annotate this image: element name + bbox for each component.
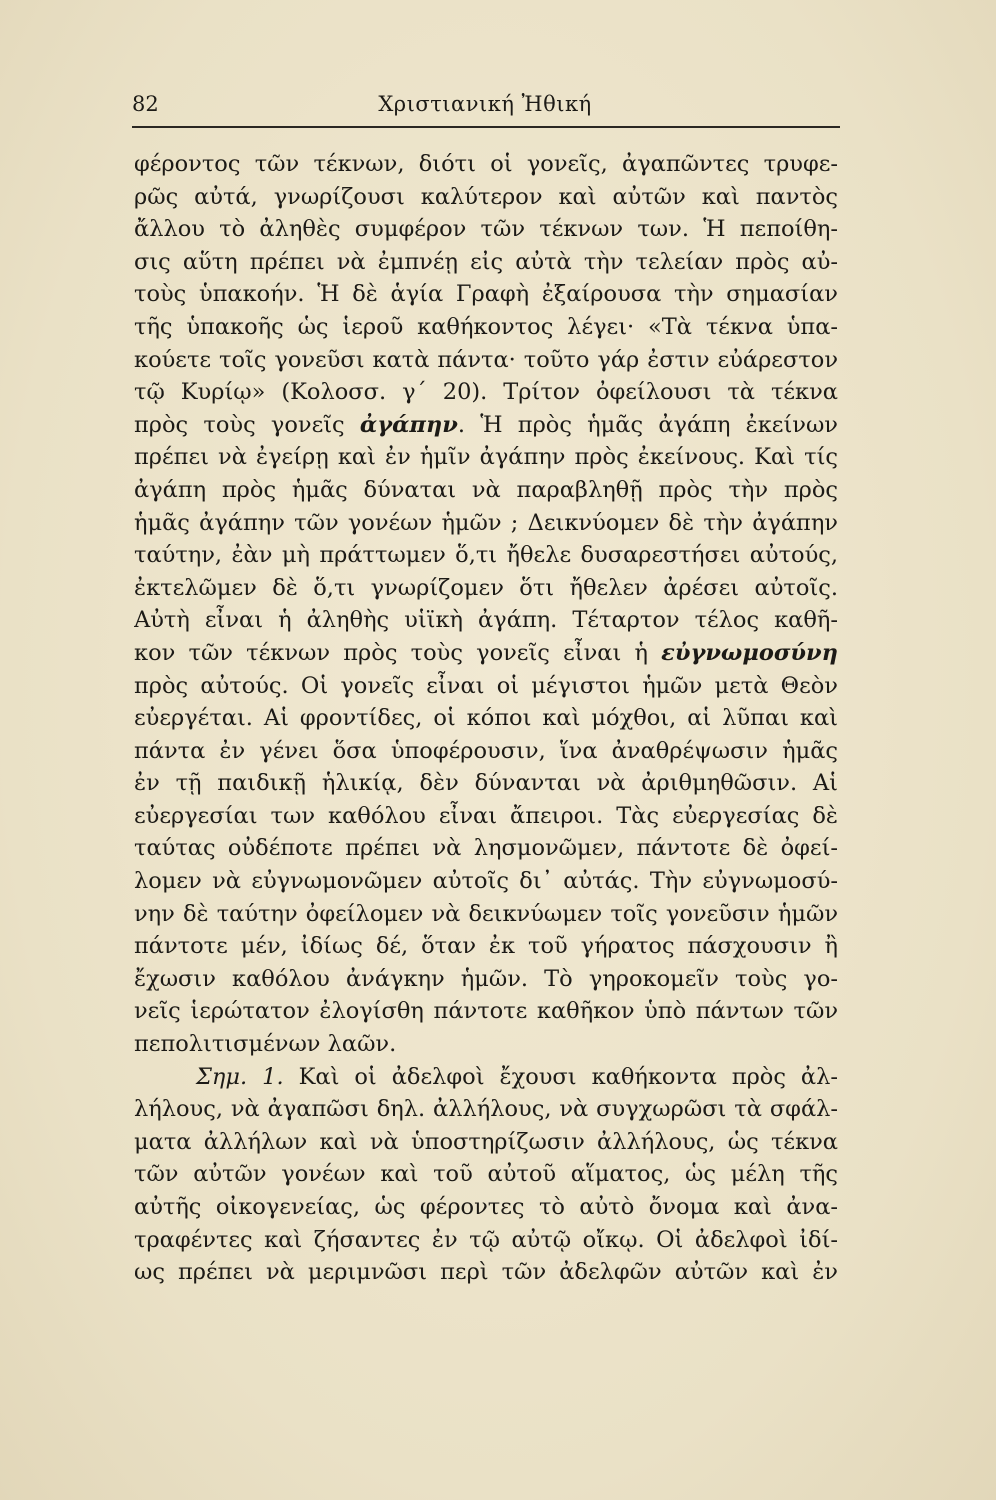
text-line — [134, 898, 838, 931]
text-line — [134, 865, 838, 898]
text-segment: ἐκτελῶμεν δὲ ὅ,τι γνωρίζομεν ὅτι ἤθελεν ἀρέσει αὐτοῖς. — [134, 574, 838, 601]
text-segment: ἀγάπη πρὸς ἡμᾶς δύναται νὰ παραβληθῇ πρὸς τὴν πρὸς — [134, 476, 838, 503]
text-segment: τῆς ὑπακοῆς ὡς ἱεροῦ καθήκοντος λέγει· «Τὰ τέκνα ὑπα- — [134, 313, 838, 340]
text-line — [134, 409, 838, 442]
text-line — [134, 1158, 838, 1191]
text-line — [134, 507, 838, 540]
text-line — [134, 1028, 838, 1061]
text-segment: εὐεργεσίαι των καθόλου εἶναι ἄπειροι. Τὰς εὐεργεσίας δὲ — [134, 802, 838, 829]
text-segment: ἐν τῇ παιδικῇ ἡλικίᾳ, δὲν δύνανται νὰ ἀριθμηθῶσιν. Αἱ — [134, 770, 838, 797]
text-segment: πάντα ἐν γένει ὅσα ὑποφέρουσιν, ἵνα ἀναθρέψωσιν ἡμᾶς — [134, 737, 838, 764]
text-segment: τῷ Κυρίῳ» (Κολοσσ. γ´ 20). Τρίτον ὀφείλουσι τὰ τέκνα — [134, 379, 838, 406]
text-line — [134, 637, 838, 670]
text-line — [134, 702, 838, 735]
emphasized-term: εὐγνωμοσύνη — [661, 639, 838, 666]
text-line — [134, 995, 838, 1028]
text-segment: . Ἡ πρὸς ἡμᾶς ἀγάπη ἐκείνων — [457, 411, 838, 438]
text-segment: κον τῶν τέκνων πρὸς τοὺς γονεῖς εἶναι ἡ — [134, 639, 662, 666]
text-line — [134, 1126, 838, 1159]
text-line — [134, 1224, 838, 1257]
text-line — [134, 148, 838, 181]
header-rule — [132, 126, 840, 128]
text-segment: κούετε τοῖς γονεῦσι κατὰ πάντα· τοῦτο γάρ ἐστιν εὐάρεστον — [134, 346, 838, 373]
text-segment: ματα ἀλλήλων καὶ νὰ ὑποστηρίζωσιν ἀλλήλους, ὡς τέκνα — [134, 1128, 838, 1155]
text-line — [134, 767, 838, 800]
text-line — [134, 604, 838, 637]
text-segment: σις αὕτη πρέπει νὰ ἐμπνέῃ εἰς αὐτὰ τὴν τελείαν πρὸς αὐ- — [134, 248, 838, 275]
text-line — [134, 441, 838, 474]
text-segment: ταύτην, ἐὰν μὴ πράττωμεν ὅ,τι ἤθελε δυσαρεστήσει αὐτούς, — [134, 542, 838, 569]
text-segment: νην δὲ ταύτην ὀφείλομεν νὰ δεικνύωμεν τοῖς γονεῦσιν ἡμῶν — [134, 900, 838, 927]
text-line — [134, 1191, 838, 1224]
text-segment: νεῖς ἱερώτατον ἐλογίσθη πάντοτε καθῆκον ὑπὸ πάντων τῶν — [134, 998, 838, 1025]
text-line — [134, 1061, 838, 1094]
text-segment: Καὶ οἱ ἀδελφοὶ ἔχουσι καθήκοντα πρὸς ἀλ- — [283, 1063, 838, 1090]
page-number: 82 — [132, 92, 159, 116]
text-line — [134, 832, 838, 865]
text-segment: λομεν νὰ εὐγνωμονῶμεν αὐτοῖς δι᾽ αὐτάς. Τὴν εὐγνωμοσύ- — [134, 868, 838, 895]
text-segment: ταύτας οὐδέποτε πρέπει νὰ λησμονῶμεν, πάντοτε δὲ ὀφεί- — [134, 835, 838, 862]
text-line — [134, 539, 838, 572]
text-line — [134, 181, 838, 214]
text-line — [134, 246, 838, 279]
text-segment: πεπολιτισμένων λαῶν. — [134, 1031, 397, 1058]
text-line — [134, 376, 838, 409]
text-segment: ἡμᾶς ἀγάπην τῶν γονέων ἡμῶν ; Δεικνύομεν δὲ τὴν ἀγάπην — [134, 509, 838, 536]
text-segment: τῶν αὐτῶν γονέων καὶ τοῦ αὐτοῦ αἵματος, ὡς μέλη τῆς — [134, 1161, 838, 1188]
text-line — [134, 311, 838, 344]
text-line — [134, 344, 838, 377]
text-segment: πρὸς αὐτούς. Οἱ γονεῖς εἶναι οἱ μέγιστοι ἡμῶν μετὰ Θεὸν — [134, 672, 838, 699]
text-segment: ἄλλου τὸ ἀληθὲς συμφέρον τῶν τέκνων των. Ἡ πεποίθη- — [134, 216, 838, 243]
text-segment: ἔχωσιν καθόλου ἀνάγκην ἡμῶν. Τὸ γηροκομεῖν τοὺς γο- — [134, 965, 838, 992]
text-segment: Αὐτὴ εἶναι ἡ ἀληθὴς υἱϊκὴ ἀγάπη. Τέταρτον τέλος καθῆ- — [134, 607, 838, 634]
text-line — [134, 735, 838, 768]
text-line — [134, 213, 838, 246]
emphasized-term: ἀγάπην — [359, 411, 458, 438]
text-line — [134, 572, 838, 605]
text-segment: εὐεργέται. Αἱ φροντίδες, οἱ κόποι καὶ μόχθοι, αἱ λῦπαι καὶ — [134, 705, 838, 732]
text-line — [134, 278, 838, 311]
text-line — [134, 800, 838, 833]
text-line — [134, 1256, 838, 1289]
text-segment: ρῶς αὐτά, γνωρίζουσι καλύτερον καὶ αὐτῶν καὶ παντὸς — [134, 183, 838, 210]
text-line — [134, 670, 838, 703]
text-segment: πρέπει νὰ ἐγείρῃ καὶ ἐν ἡμῖν ἀγάπην πρὸς ἐκείνους. Καὶ τίς — [134, 444, 838, 471]
running-title: Χριστιανική Ἠθική — [378, 92, 592, 116]
text-segment: φέροντος τῶν τέκνων, διότι οἱ γονεῖς, ἀγαπῶντες τρυφε- — [134, 151, 838, 177]
body-text — [134, 148, 838, 1289]
page-header — [132, 92, 838, 122]
text-segment: πάντοτε μέν, ἰδίως δέ, ὅταν ἐκ τοῦ γήρατος πάσχουσιν ἢ — [134, 933, 838, 960]
text-segment: αὐτῆς οἰκογενείας, ὡς φέροντες τὸ αὐτὸ ὄνομα καὶ ἀνα- — [134, 1194, 838, 1220]
text-line — [134, 930, 838, 963]
text-line — [134, 474, 838, 507]
text-segment: τοὺς ὑπακοήν. Ἡ δὲ ἁγία Γραφὴ ἐξαίρουσα τὴν σημασίαν — [134, 281, 838, 308]
text-line — [134, 1093, 838, 1126]
text-line — [134, 963, 838, 996]
note-label: Σημ. 1. — [196, 1063, 284, 1090]
text-segment: λήλους, νὰ ἀγαπῶσι δηλ. ἀλλήλους, νὰ συγχωρῶσι τὰ σφάλ- — [134, 1096, 838, 1123]
text-segment: τραφέντες καὶ ζήσαντες ἐν τῷ αὐτῷ οἴκῳ. Οἱ ἀδελφοὶ ἰδί- — [134, 1226, 838, 1253]
text-segment: ως πρέπει νὰ μεριμνῶσι περὶ τῶν ἀδελφῶν αὐτῶν καὶ ἐν — [134, 1259, 838, 1286]
text-segment: πρὸς τοὺς γονεῖς — [134, 411, 360, 438]
